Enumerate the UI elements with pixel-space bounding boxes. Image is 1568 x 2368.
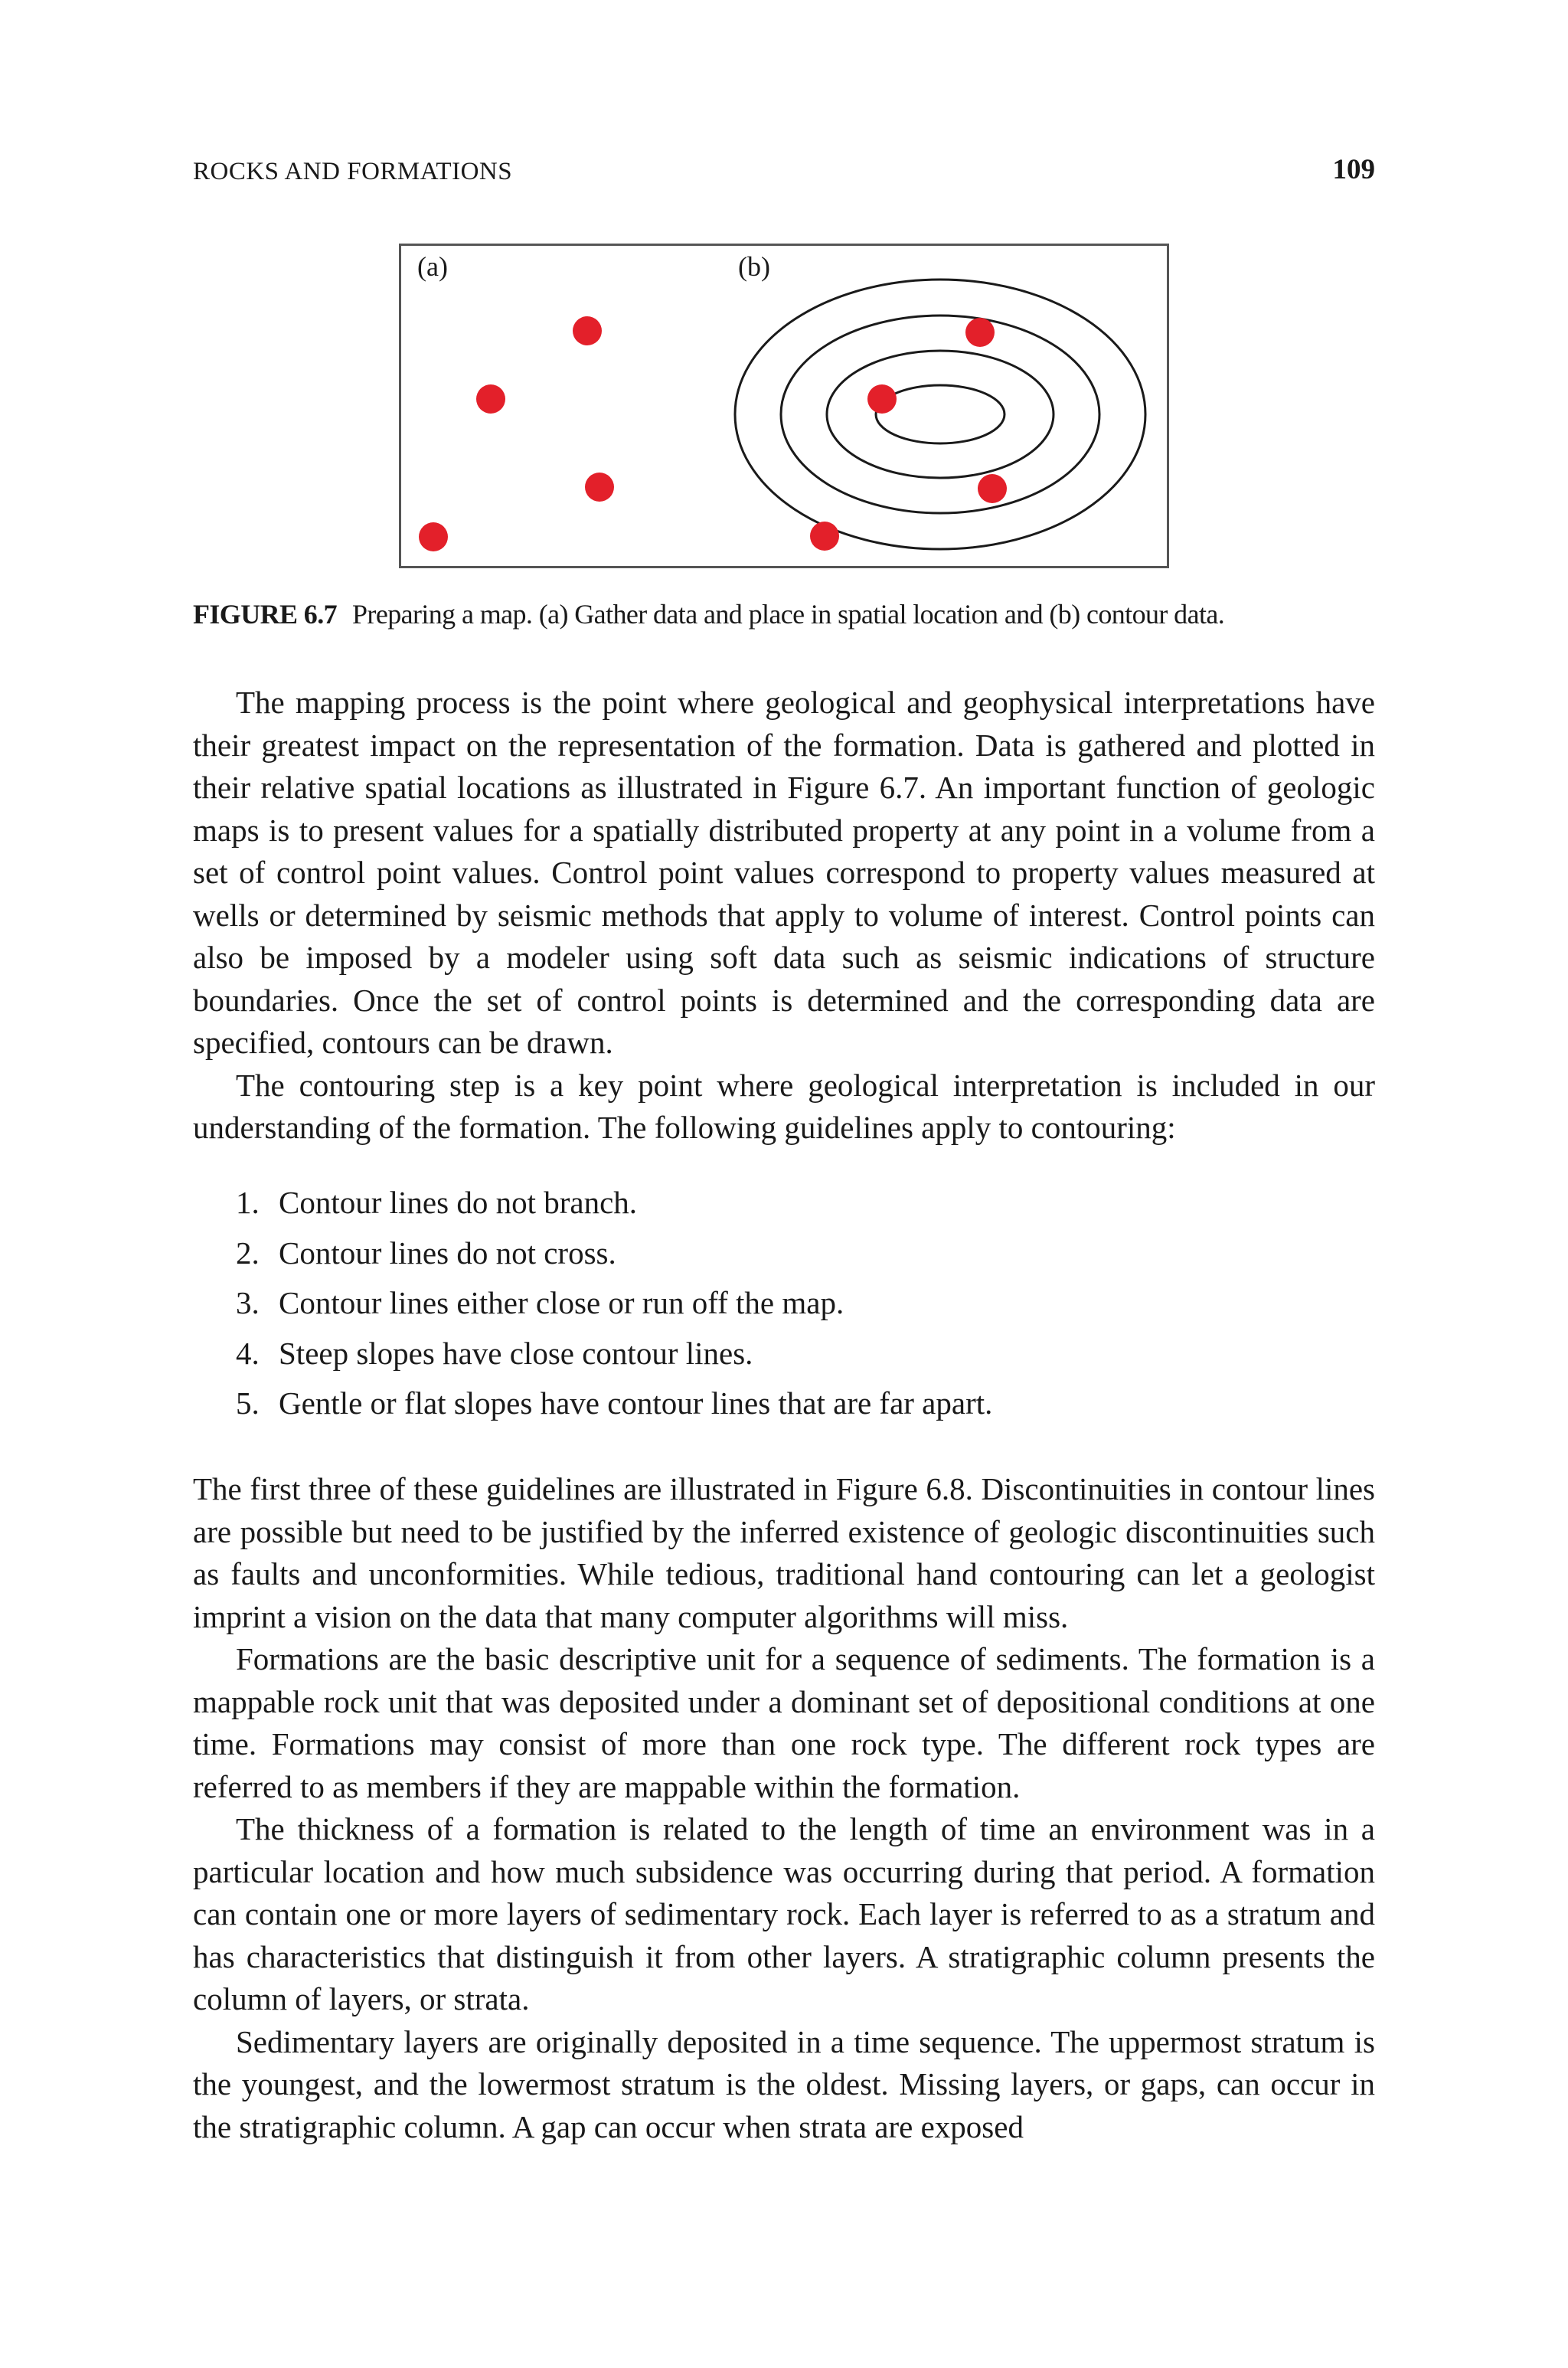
list-item — [193, 1228, 1375, 1279]
paragraph: The first three of these guidelines are illustrated in Figure 6.8. Discontinuities in contour lines are possible but need to be justified by the inferred existence of geologic discontinuities such as faults and unconformities. While tedious, traditional hand contouring can let a geologist imprint a vision on the data that many computer algorithms will miss. — [193, 1471, 1375, 1634]
figure-6-7-graphic — [399, 244, 1169, 568]
figure-6-7 — [399, 244, 1169, 568]
control-point — [419, 522, 448, 551]
panel-a-label: (a) — [417, 251, 448, 282]
list-item — [193, 1329, 1375, 1379]
contour-line — [781, 316, 1099, 513]
list-text: Contour lines either close or run off the map. — [279, 1285, 844, 1321]
paragraph: Sedimentary layers are originally deposited in a time sequence. The uppermost stratum is the youngest, and the lowermost stratum is the oldest. Missing layers, or gaps, can occur in the stratigraphic column. A gap can occur when strata are exposed — [193, 2023, 1375, 2144]
control-point — [867, 384, 897, 414]
guidelines-list — [193, 1178, 1375, 1429]
list-number: 1. — [236, 1185, 260, 1220]
list-number: 4. — [236, 1335, 260, 1371]
panel-b-label: (b) — [738, 251, 770, 282]
running-title: ROCKS AND FORMATIONS — [193, 158, 513, 185]
panel-b-contours — [735, 280, 1145, 549]
caption-label: FIGURE 6.7 — [193, 599, 338, 630]
control-point — [810, 522, 839, 551]
list-number: 5. — [236, 1385, 260, 1421]
list-text: Gentle or flat slopes have contour lines that are far apart. — [279, 1385, 993, 1421]
paragraph: The mapping process is the point where geological and geophysical interpretations have their greatest impact on the representation of the formation. Data is gathered and plotted in their relative spatial locations as illustrated in Figure 6.7. An important function of geologic maps is to present values for a spatially distributed property at any point in a volume from a set of control point values. Control point values correspond to property values measured at wells or determined by seismic methods that apply to volume of interest. Control points can also be imposed by a modeler using soft data such as seismic indications of structure boundaries. Once the set of control points is determined and the corresponding data are specified, contours can be drawn. — [193, 685, 1375, 1060]
contour-line — [735, 280, 1145, 549]
paragraph: The thickness of a formation is related to the length of time an environment was in a particular location and how much subsidence was occurring during that period. A formation can contain one or more layers of sedimentary rock. Each layer is referred to as a stratum and has characteristics that distinguish it from other layers. A stratigraphic column presents the column of layers, or strata. — [193, 1811, 1375, 2016]
list-number: 2. — [236, 1235, 260, 1271]
contour-line — [827, 351, 1054, 478]
control-point — [965, 318, 995, 347]
body-text-upper — [193, 682, 1375, 1150]
list-text: Contour lines do not branch. — [279, 1185, 638, 1220]
control-point — [978, 474, 1007, 503]
list-item — [193, 1379, 1375, 1429]
list-item — [193, 1278, 1375, 1329]
body-text-lower — [193, 1468, 1375, 2148]
control-point — [476, 384, 505, 414]
paragraph: The contouring step is a key point where geological interpretation is included in our understanding of the formation. The following guidelines apply to contouring: — [193, 1067, 1375, 1145]
list-text: Contour lines do not cross. — [279, 1235, 616, 1271]
list-number: 3. — [236, 1285, 260, 1321]
figure-caption — [193, 597, 1375, 631]
paragraph: Formations are the basic descriptive unit for a sequence of sediments. The formation is a mappable rock unit that was deposited under a dominant set of depositional conditions at one time. Formations may consist of more than one rock type. The different rock types are referred to as members if they are mappable within the formation. — [193, 1641, 1375, 1804]
list-text: Steep slopes have close contour lines. — [279, 1335, 753, 1371]
running-head — [193, 153, 1375, 191]
list-item — [193, 1178, 1375, 1228]
control-point — [585, 473, 614, 502]
control-point — [573, 316, 602, 345]
panel-a-points — [419, 316, 614, 551]
caption-text: Preparing a map. (a) Gather data and place in spatial location and (b) contour data. — [352, 599, 1225, 630]
page-number: 109 — [1332, 154, 1375, 185]
